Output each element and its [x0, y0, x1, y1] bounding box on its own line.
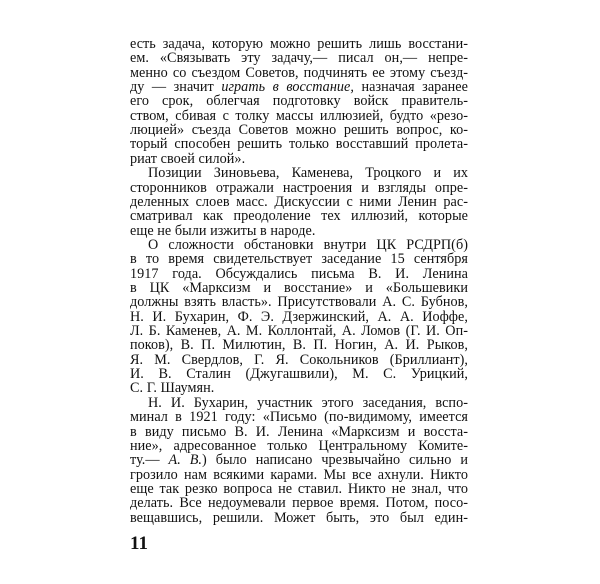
text-line: И. В. Сталин (Джугашвили), М. С. Урицкий,: [130, 366, 468, 383]
text-line: деленных слоев масс. Дискуссии с ними Ленин рас-: [130, 193, 468, 210]
text-run: назначая заранее: [354, 79, 469, 96]
text-line: еще не были изжиты в народе.: [130, 222, 316, 239]
text-line: менно со съездом Советов, подчинять ее этому съезд-: [130, 64, 468, 81]
text-line: должны взять власть». Присутствовали А. С. Бубнов,: [130, 294, 468, 311]
text-run: ду — значит: [130, 79, 222, 96]
text-line: минал в 1921 году: «Письмо (по-видимому, имеется: [130, 409, 468, 426]
text-line: еще так резко вопроса не ставил. Никто не знал, что: [130, 480, 468, 497]
italic-text: А. В.: [168, 452, 203, 469]
text-line: грозило нам всякими карами. Мы все ахнули. Никто: [130, 466, 468, 483]
text-line: поков), В. П. Милютин, В. П. Ногин, А. И. Рыков,: [130, 337, 468, 354]
text-line: Н. И. Бухарин, Ф. Э. Дзержинский, А. А. Иоффе,: [130, 308, 468, 325]
text-line: есть задача, которую можно решить лишь восстани-: [130, 36, 468, 52]
text-line: ем. «Связывать эту задачу,— писал он,— непре-: [130, 50, 468, 67]
text-run: ) было написано чрезвычайно сильно и: [202, 452, 468, 469]
text-line: торый способен решить только восставший пролета-: [130, 136, 468, 153]
text-line: Я. М. Свердлов, Г. Я. Сокольников (Бриллиант),: [130, 351, 468, 368]
text-line: Л. Б. Каменев, А. М. Коллонтай, А. Ломов (Г. И. Оп-: [130, 323, 468, 340]
italic-text: играть в восстание,: [221, 79, 354, 96]
text-line: в виду письмо В. И. Ленина «Марксизм и восста-: [130, 423, 468, 440]
text-line: сторонников отражали настроения и взгляды опре-: [130, 179, 468, 196]
text-line: Н. И. Бухарин, участник этого заседания, вспо-: [148, 394, 468, 411]
text-line: люцией» съезда Советов можно решить вопрос, ко-: [130, 122, 468, 139]
text-line: О сложности обстановки внутри ЦК РСДРП(б): [148, 236, 468, 253]
page-number: 11: [130, 533, 148, 554]
text-line: С. Г. Шаумян.: [130, 380, 215, 397]
text-line: делать. Все недоумевали первое время. Потом, посо-: [130, 495, 468, 512]
text-run: ту.—: [130, 452, 169, 469]
text-line: в ЦК «Марксизм и восстание» и «Большевики: [130, 280, 468, 296]
text-line: ние», адресованное только Центральному Комите-: [130, 437, 468, 454]
text-line: Позиции Зиновьева, Каменева, Троцкого и их: [148, 165, 468, 182]
text-line: [130, 453, 468, 467]
text-line: сматривал как преодоление тех иллюзий, которые: [130, 208, 468, 225]
text-line: риат своей силой».: [130, 150, 246, 167]
text-line: его срок, облегчая подготовку войск правитель-: [130, 93, 468, 110]
text-line: 1917 года. Обсуждались письма В. И. Ленина: [130, 265, 468, 282]
text-line: [130, 80, 468, 94]
text-line: ством, сбивая с толку массы иллюзией, будто «резо-: [130, 107, 468, 124]
text-line: в то время свидетельствует заседание 15 сентября: [130, 251, 468, 268]
text-line: вещавшись, решили. Может быть, это был един-: [130, 509, 468, 526]
